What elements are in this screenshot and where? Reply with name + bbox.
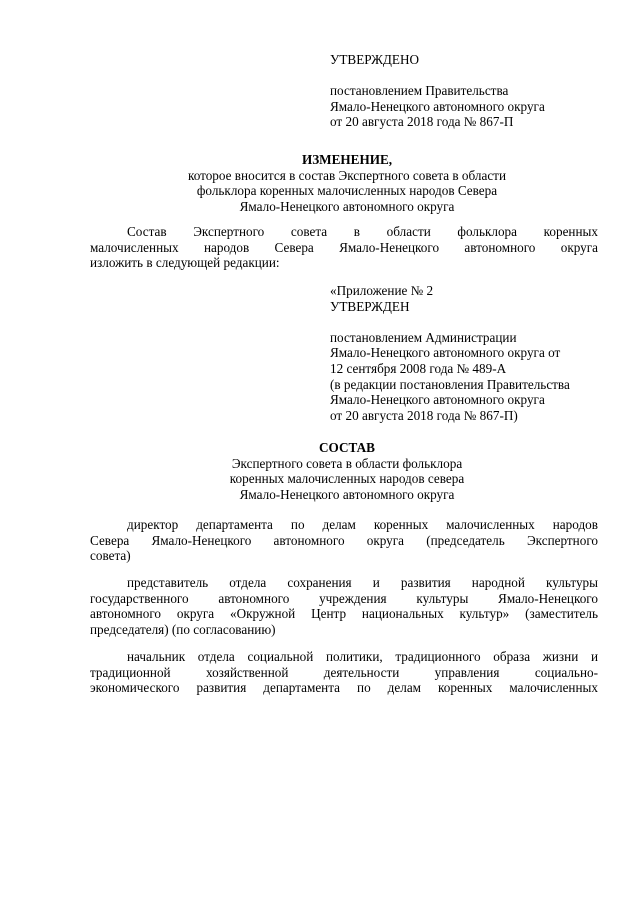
approval-line: Ямало-Ненецкого автономного округа xyxy=(330,98,545,114)
appendix-line: 12 сентября 2008 года № 489-А xyxy=(330,360,507,376)
intro-paragraph xyxy=(90,224,598,271)
composition-subtitle-line: Экспертного совета в области фольклора xyxy=(231,455,463,471)
appendix-header-line: УТВЕРЖДЕН xyxy=(330,298,410,314)
member-line: Севера Ямало-Ненецкого автономного округа (председатель Экспертного xyxy=(90,532,598,548)
appendix-line: постановлением Администрации xyxy=(330,329,517,345)
appendix-line: (в редакции постановления Правительства xyxy=(330,376,570,392)
change-subtitle-line: Ямало-Ненецкого автономного округа xyxy=(239,198,455,214)
composition-subtitle-line: коренных малочисленных народов севера xyxy=(229,471,465,487)
member-entry xyxy=(90,649,598,696)
appendix-block xyxy=(330,283,620,423)
member-line: традиционной хозяйственной деятельности управления социально- xyxy=(90,664,598,680)
approval-block xyxy=(330,52,620,130)
approval-line: постановлением Правительства xyxy=(330,83,509,99)
change-title-block xyxy=(80,152,614,214)
approval-line: от 20 августа 2018 года № 867-П xyxy=(330,114,514,130)
change-heading: ИЗМЕНЕНИЕ, xyxy=(301,152,393,167)
intro-line: Состав Экспертного совета в области фольклора коренных xyxy=(127,224,598,239)
member-line: председателя) (по согласованию) xyxy=(90,621,276,637)
appendix-header-line: «Приложение № 2 xyxy=(330,283,434,298)
change-subtitle-line: фольклора коренных малочисленных народов Севера xyxy=(196,183,498,199)
appendix-line: Ямало-Ненецкого автономного округа xyxy=(330,392,545,408)
member-line: директор департамента по делам коренных малочисленных народов xyxy=(127,517,598,532)
intro-line: малочисленных народов Севера Ямало-Ненецкого автономного округа xyxy=(90,239,598,255)
member-entry xyxy=(90,517,598,564)
approval-header: УТВЕРЖДЕНО xyxy=(330,52,420,67)
appendix-line: Ямало-Ненецкого автономного округа от xyxy=(330,345,561,361)
change-subtitle-line: которое вносится в состав Экспертного совета в области xyxy=(187,167,507,183)
member-line: государственного автономного учреждения культуры Ямало-Ненецкого xyxy=(90,590,598,606)
member-line: экономического развития департамента по делам коренных малочисленных xyxy=(90,680,598,696)
member-line: совета) xyxy=(90,548,131,564)
member-line: автономного округа «Окружной Центр национальных культур» (заместитель xyxy=(90,606,598,622)
composition-title-block xyxy=(80,440,614,502)
composition-heading: СОСТАВ xyxy=(319,440,375,455)
member-line: представитель отдела сохранения и развития народной культуры xyxy=(127,575,598,590)
member-line: начальник отдела социальной политики, традиционного образа жизни и xyxy=(127,649,598,664)
composition-subtitle-line: Ямало-Ненецкого автономного округа xyxy=(239,486,455,502)
appendix-line: от 20 августа 2018 года № 867-П) xyxy=(330,407,518,423)
intro-line: изложить в следующей редакции: xyxy=(90,255,280,271)
member-entry xyxy=(90,575,598,637)
